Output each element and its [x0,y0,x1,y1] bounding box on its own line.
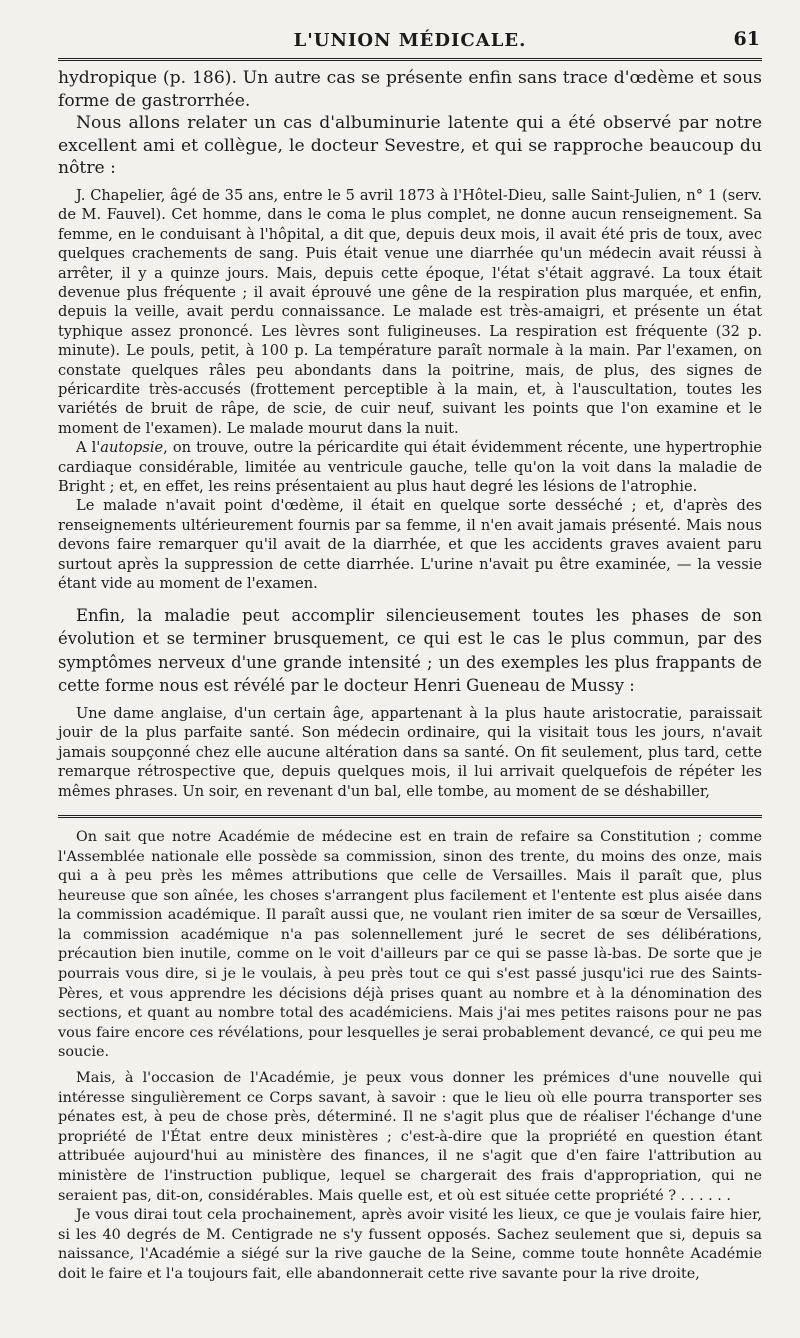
feuilleton-paragraph-academy: On sait que notre Académie de médecine est en train de refaire sa Constitution ; comme l'Assemblée nationale elle possède sa commission, sinon des trente, du moins des onze, mais qui a à peu près les mêmes attributions que celle de Versailles. Mais il paraît que, plus heureuse que son aînée, les choses s'arrangent plus facilement et l'entente est plus aisée dans la commission académique. Il paraît aussi que, ne voulant rien imiter de sa sœur de Versailles, la commission académique n'a pas solennellement juré le secret de ses délibérations, précaution bien inutile, comme on le voit d'ailleurs par ce qui se passe là-bas. De sorte que je pourrais vous dire, si je le voulais, à peu près tout ce qui s'est passé jusqu'ici rue des Saints-Pères, et vous apprendre les décisions déjà prises quant au nombre et à la dénomination des sections, et quant au nombre total des académiciens. Mais j'ai mes petites raisons pour ne pas vous faire encore ces révélations, pour lesquelles je serai probablement devancé, ce qui peu me soucie. [58,828,762,1061]
case-remarks-paragraph: Le malade n'avait point d'œdème, il était en quelque sorte desséché ; et, d'après des renseignements ultérieurement fournis par sa femme, il n'en avait jamais présenté. Mais nous devons faire remarquer qu'il avait de la diarrhée, et que les accidents graves avaient paru surtout après la suppression de cette diarrhée. L'urine n'avait pu être examinée, — la vessie étant vide au moment de l'examen. [58,497,762,593]
article-body [58,67,762,1285]
feuilleton-paragraph-visit: Je vous dirai tout cela prochainement, après avoir visité les lieux, ce que je voulais faire hier, si les 40 degrés de M. Centigrade ne s'y fussent opposés. Sachez seulement que si, depuis sa naissance, l'Académie a siégé sur la rive gauche de la Seine, comme toute honnête Académie doit le faire et l'a toujours fait, elle abandonnerait cette rive savante pour la rive droite, [58,1207,762,1282]
page-number: 61 [733,28,760,50]
paragraph-intro-continuation: hydropique (p. 186). Un autre cas se présente enfin sans trace d'œdème et sous forme de gastrorrhée. [58,68,762,111]
page-header [58,22,762,61]
case-autopsy-paragraph [58,438,762,496]
paragraph-sevestre-case-intro: Nous allons relater un cas d'albuminurie latente qui a été observé par notre excellent ami et collègue, le docteur Sevestre, et qui se rapproche beaucoup du nôtre : [58,113,762,179]
autopsy-italic-word: autopsie [100,439,164,457]
autopsy-prefix: A l' [76,439,101,457]
autopsy-rest: , on trouve, outre la péricardite qui était évidemment récente, une hypertrophie cardiaque considérable, limitée au ventricule gauche, telle qu'on la voit dans la maladie de Bright ; et, en effet, les reins présentaient au plus haut degré les lésions de l'atrophie. [58,439,763,496]
feuilleton-paragraph-premises: Mais, à l'occasion de l'Académie, je peux vous donner les prémices d'une nouvelle qui intéresse singulièrement ce Corps savant, à savoir : que le lieu où elle pourra transporter ses pénates est, à peu de chose près, déterminé. Il ne s'agit plus que de réaliser l'échange d'une propriété de l'État entre deux ministères ; c'est-à-dire que la propriété en question étant attribuée aujourd'hui au ministère des finances, il ne s'agit que d'en faire l'attribution au ministère de l'instruction publique, lequel se chargerait des frais d'appropriation, qui ne seraient pas, dit-on, considérables. Mais quelle est, et où est située cette propriété ? . . . . . . [58,1070,762,1204]
running-title: L'UNION MÉDICALE. [293,30,527,51]
paragraph-nervous-symptoms: Enfin, la maladie peut accomplir silencieusement toutes les phases de son évolution et se terminer brusquement, ce qui est le cas le plus commun, par des symptômes nerveux d'une grande intensité ; un des exemples les plus frappants de cette forme nous est révélé par le docteur Henri Gueneau de Mussy : [58,605,762,696]
feuilleton-divider [58,815,762,818]
case-observation-chapelier: J. Chapelier, âgé de 35 ans, entre le 5 avril 1873 à l'Hôtel-Dieu, salle Saint-Julien, n° 1 (serv. de M. Fauvel). Cet homme, dans le coma le plus complet, ne donne aucun renseignement. Sa femme, en le conduisant à l'hôpital, a dit que, depuis deux mois, il avait été pris de toux, avec quelques crachements de sang. Puis était venue une diarrhée qu'un médecin avait réussi à arrêter, il y a quinze jours. Mais, depuis cette époque, l'état s'était aggravé. La toux était devenue plus fréquente ; il avait éprouvé une gêne de la respiration plus marquée, et enfin, depuis la veille, avait perdu connaissance. Le malade est très-amaigri, et présente un état typhique assez prononcé. Les lèvres sont fuligineuses. La respiration est fréquente (32 p. minute). Le pouls, petit, à 100 p. La température paraît normale à la main. Par l'examen, on constate quelques râles peu abondants dans la poitrine, mais, de plus, des signes de péricardite très-accusés (frottement perceptible à la main, et, à l'auscultation, toutes les variétés de bruit de râpe, de scie, de cuir neuf, suivant les points que l'on examine et le moment de l'examen). Le malade mourut dans la nuit. [58,186,762,437]
case-observation-english-lady: Une dame anglaise, d'un certain âge, appartenant à la plus haute aristocratie, paraissait jouir de la plus parfaite santé. Son médecin ordinaire, qui la visitait tous les jours, n'avait jamais soupçonné chez elle aucune altération dans sa santé. On fit seulement, plus tard, cette remarque rétrospective que, depuis quelques mois, il lui arrivait quelquefois de répéter les mêmes phrases. Un soir, en revenant d'un bal, elle tombe, au moment de se déshabiller, [58,704,762,800]
feuilleton-section [58,828,762,1285]
